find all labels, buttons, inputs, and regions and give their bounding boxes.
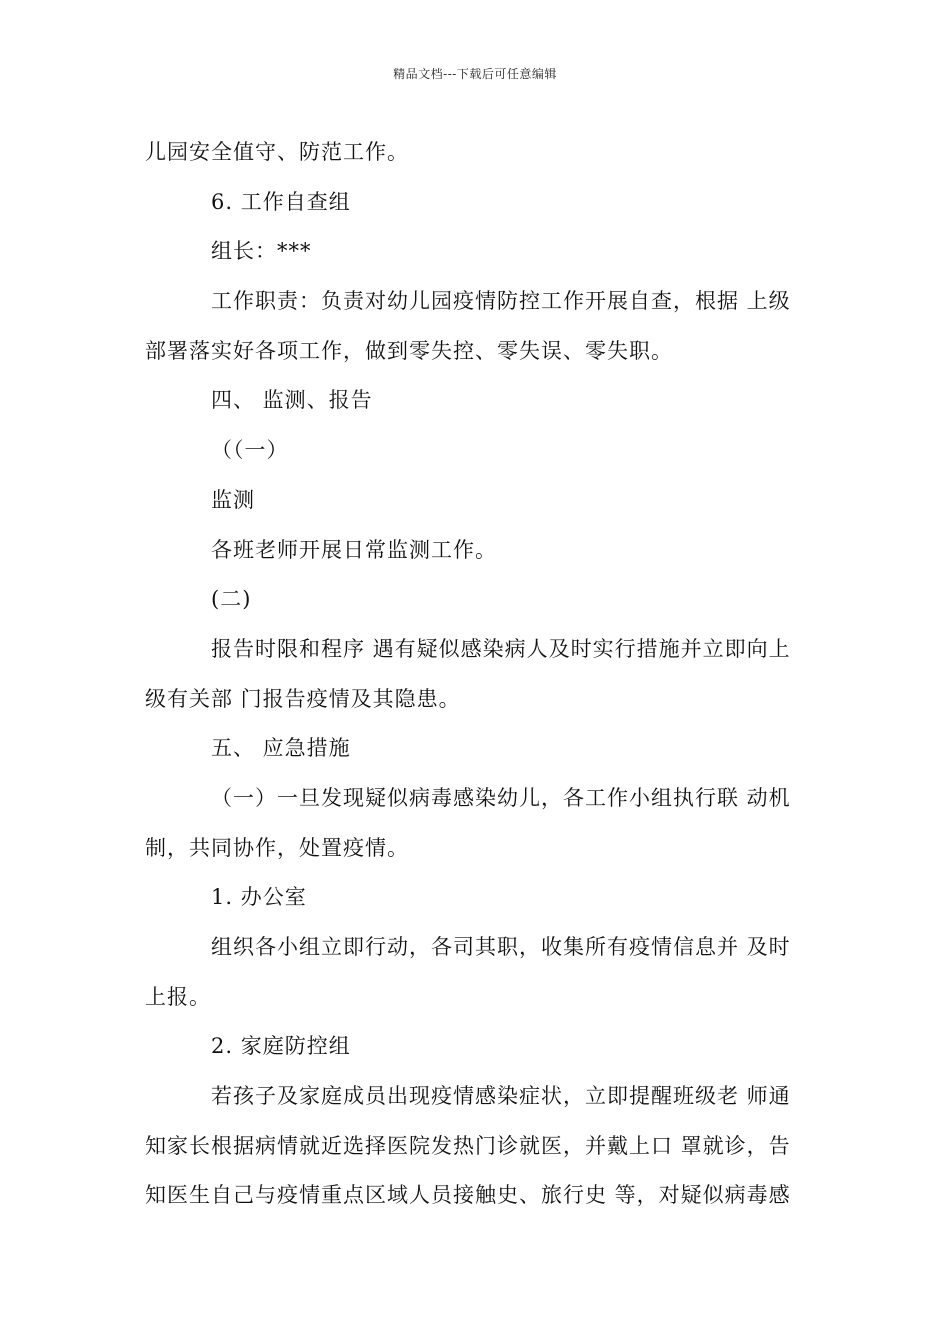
body-line: 报告时限和程序 遇有疑似感染病人及时实行措施并立即向上: [211, 636, 791, 661]
section-heading: 五、 应急措施: [211, 736, 351, 761]
body-line: 监测: [211, 487, 255, 512]
body-line: 部署落实好各项工作，做到零失控、零失误、零失职。: [145, 338, 673, 363]
page-header: 精品文档---下载后可任意编辑: [393, 67, 557, 81]
body-line: 工作职责：负责对幼儿园疫情防控工作开展自查，根据 上级: [211, 289, 791, 314]
body-line: 6. 工作自查组: [211, 189, 351, 214]
body-line: 知家长根据病情就近选择医院发热门诊就医，并戴上口 罩就诊，告: [145, 1133, 791, 1158]
body-line: (二): [211, 587, 252, 612]
body-line: （一）一旦发现疑似病毒感染幼儿，各工作小组执行联 动机: [211, 785, 791, 810]
body-line: 知医生自己与疫情重点区域人员接触史、旅行史 等，对疑似病毒感: [145, 1183, 791, 1208]
body-line: 1. 办公室: [211, 885, 307, 910]
body-line: 2. 家庭防控组: [211, 1034, 351, 1059]
body-line: 制，共同协作，处置疫情。: [145, 835, 409, 860]
body-line: 各班老师开展日常监测工作。: [211, 537, 497, 562]
body-line: 若孩子及家庭成员出现疫情感染症状，立即提醒班级老 师通: [211, 1084, 791, 1109]
body-line: 级有关部 门报告疫情及其隐患。: [145, 686, 461, 711]
document-body: [145, 128, 810, 1221]
body-line: 组织各小组立即行动，各司其职，收集所有疫情信息并 及时: [211, 935, 791, 959]
body-line: （（一）: [211, 438, 289, 463]
body-line: 儿园安全值守、防范工作。: [145, 140, 409, 164]
body-line: 组长：***: [211, 239, 312, 264]
body-line: 上报。: [145, 984, 211, 1009]
section-heading: 四、 监测、报告: [211, 388, 373, 413]
